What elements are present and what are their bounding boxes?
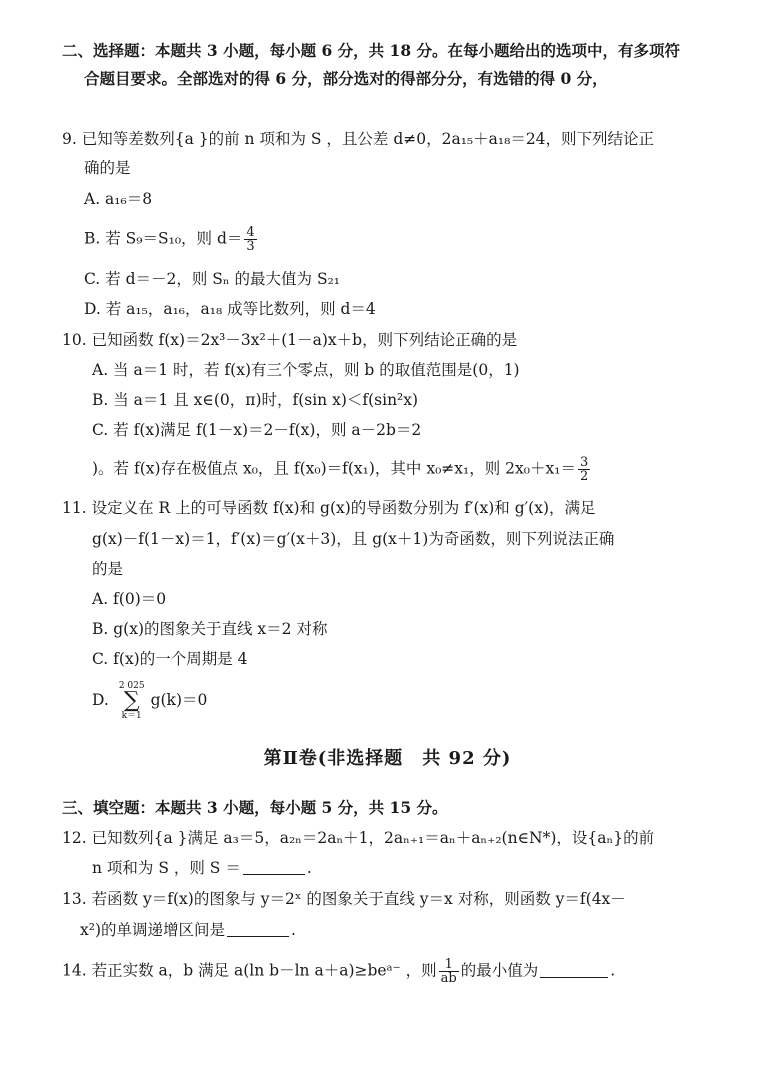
q13-line2-text: x²)的单调递增区间是	[80, 921, 226, 939]
q10-option-a: A. 当 a＝1 时，若 f(x)有三个零点，则 b 的取值范围是(0，1)	[92, 361, 520, 379]
q14-answer-blank[interactable]	[540, 963, 608, 978]
q10-stem: 10. 已知函数 f(x)＝2x³－3x²＋(1－a)x＋b，则下列结论正确的是	[62, 331, 518, 349]
q12-line2	[92, 857, 312, 879]
q9-option-a: A. a₁₆＝8	[84, 190, 153, 208]
q10-option-d	[92, 456, 592, 483]
q14-text-mid: 的最小值为	[460, 961, 539, 980]
q11-option-c: C. f(x)的一个周期是 4	[92, 650, 248, 668]
sigma-symbol: ∑	[123, 688, 140, 713]
q11-option-d-body: g(k)＝0	[150, 691, 208, 709]
q9-option-b-numerator: 4	[246, 225, 255, 240]
q9-option-b-denominator: 3	[246, 239, 255, 254]
q11-option-a: A. f(0)＝0	[92, 590, 167, 608]
q14-numerator: 1	[439, 958, 459, 972]
q9-stem-line2: 确的是	[84, 159, 131, 177]
section3-header: 三、填空题：本题共 3 小题，每小题 5 分，共 15 分。	[62, 798, 448, 817]
q12-answer-blank[interactable]	[243, 860, 305, 875]
q11-option-d-sum-lower: k＝1	[121, 711, 142, 721]
q11-stem-line2: g(x)－f(1－x)＝1，f′(x)＝g′(x＋3)，且 g(x＋1)为奇函数，则下列说法正确	[92, 530, 615, 548]
q12-line2-text: n 项和为 S ，则 S ＝	[92, 859, 241, 877]
q10-option-c: C. 若 f(x)满足 f(1－x)＝2－f(x)，则 a－2b＝2	[92, 421, 422, 439]
q11-stem-line1: 11. 设定义在 R 上的可导函数 f(x)和 g(x)的导函数分别为 f′(x)和 g′(x)，满足	[62, 499, 596, 517]
q9-stem-line1: 9. 已知等差数列{a }的前 n 项和为 S ，且公差 d≠0，2a₁₅＋a₁₈＝24，则下列结论正	[62, 130, 655, 148]
section2-header-line1: 二、选择题：本题共 3 小题，每小题 6 分，共 18 分。在每小题给出的选项中，有多项符	[62, 41, 681, 60]
q12-line2-end: .	[306, 859, 312, 877]
q11-option-d	[92, 680, 207, 721]
q9-option-b-fraction	[244, 226, 256, 253]
q13-answer-blank[interactable]	[227, 922, 289, 937]
part2-title: 第Ⅱ卷(非选择题 共 92 分)	[263, 748, 512, 769]
q9-option-b	[84, 226, 259, 253]
q14-text-end: .	[610, 961, 616, 980]
q14-text: 14. 若正实数 a，b 满足 a(ln b－ln a＋a)≥beᵃ⁻ ，则	[62, 961, 437, 980]
q13-line1: 13. 若函数 y＝f(x)的图象与 y＝2ˣ 的图象关于直线 y＝x 对称，则函数 y＝f(4x－	[62, 890, 626, 908]
q10-option-d-text: )。若 f(x)存在极值点 x₀，且 f(x₀)＝f(x₁)，其中 x₀≠x₁，则 2x₀＋x₁＝	[92, 459, 576, 478]
q10-option-b: B. 当 a＝1 且 x∈(0，π)时，f(sin x)＜f(sin²x)	[92, 391, 419, 409]
q9-option-b-text: B. 若 S₉＝S₁₀，则 d＝	[84, 229, 243, 248]
q11-option-b: B. g(x)的图象关于直线 x＝2 对称	[92, 620, 328, 638]
q14-fraction	[439, 958, 459, 985]
q14-denominator: ab	[440, 971, 457, 986]
q13-line2-end: .	[291, 921, 296, 939]
q11-option-d-label: D.	[92, 691, 109, 709]
q10-option-d-numerator: 3	[579, 455, 589, 470]
q9-option-d: D. 若 a₁₅，a₁₆，a₁₈ 成等比数列，则 d＝4	[84, 300, 376, 318]
q12-line1: 12. 已知数列{a }满足 a₃＝5，a₂ₙ＝2aₙ＋1，2aₙ₊₁＝aₙ＋aₙ₊₂(n∈N*)，设{aₙ}的前	[62, 829, 655, 847]
q11-option-d-summation	[119, 681, 145, 721]
q9-option-c: C. 若 d＝－2，则 Sₙ 的最大值为 S₂₁	[84, 270, 341, 288]
q10-option-d-denominator: 2	[579, 469, 589, 484]
q14-line	[62, 958, 615, 985]
section2-header-line2: 合题目要求。全部选对的得 6 分，部分选对的得部分分，有选错的得 0 分，	[84, 69, 608, 88]
q11-option-d-sum-upper: 2 025	[118, 681, 145, 691]
q10-option-d-fraction	[578, 456, 590, 483]
q13-line2	[80, 919, 296, 941]
q11-stem-line3: 的是	[92, 560, 124, 578]
